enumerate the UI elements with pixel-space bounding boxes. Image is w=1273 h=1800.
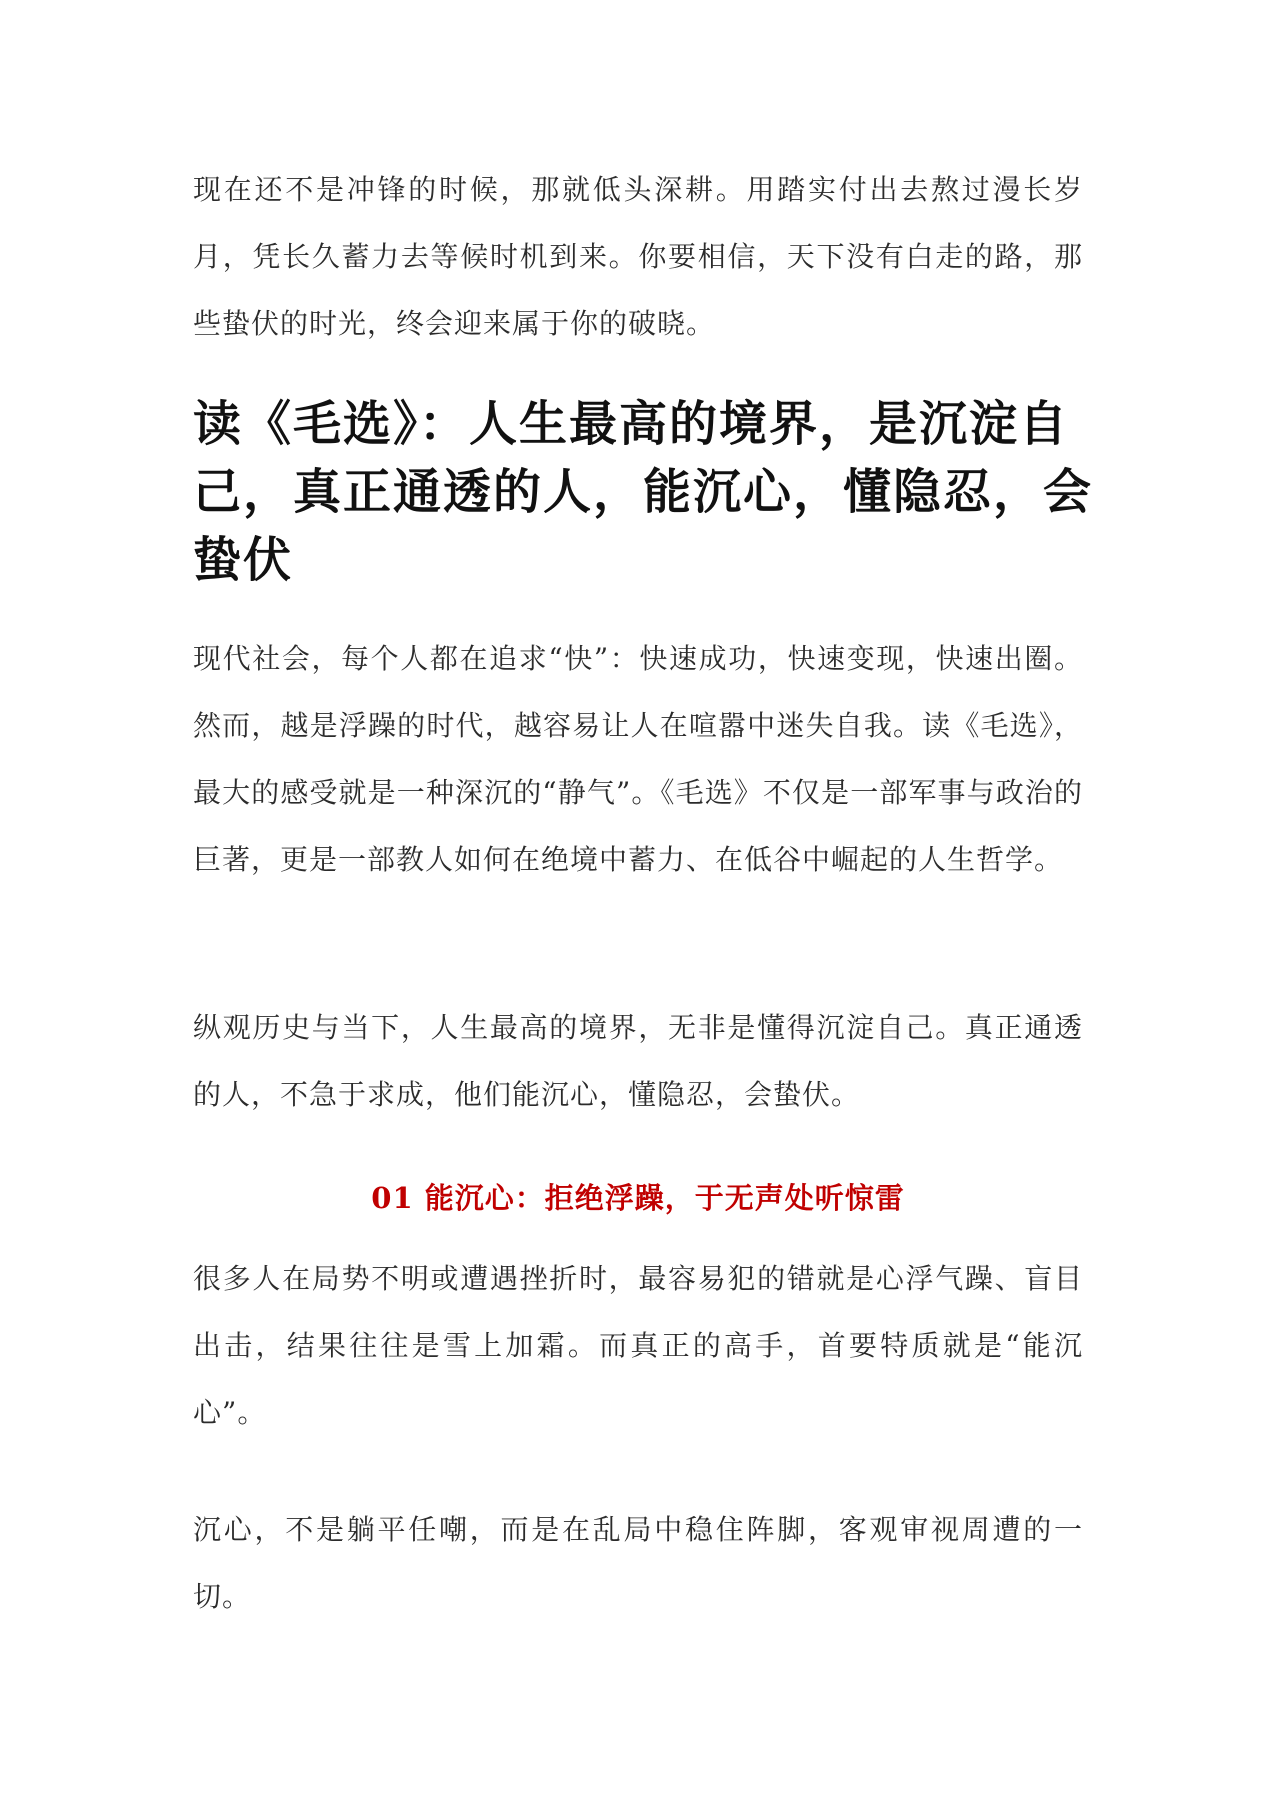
paragraph-calm-mind: 很多人在局势不明或遭遇挫折时，最容易犯的错就是心浮气躁、盲目出击，结果往往是雪上加霜。而真正的高手，首要特质就是“能沉心”。 xyxy=(193,1262,1083,1429)
intro-paragraph: 现在还不是冲锋的时候，那就低头深耕。用踏实付出去熬过漫长岁月，凭长久蓄力去等候时机到来。你要相信，天下没有白走的路，那些蛰伏的时光，终会迎来属于你的破晓。 xyxy=(193,173,1083,340)
paragraph-highest-realm: 纵观历史与当下，人生最高的境界，无非是懂得沉淀自己。真正通透的人，不急于求成，他们能沉心，懂隐忍，会蛰伏。 xyxy=(193,1011,1083,1111)
paragraph-calm-definition: 沉心，不是躺平任嘲，而是在乱局中稳住阵脚，客观审视周遭的一切。 xyxy=(193,1513,1083,1613)
paragraph-fast-society: 现代社会，每个人都在追求“快”：快速成功，快速变现，快速出圈。然而，越是浮躁的时代，越容易让人在喧嚣中迷失自我。读《毛选》，最大的感受就是一种深沉的“静气”。《毛选》不仅是一部军事与政治的巨著，更是一部教人如何在绝境中蓄力、在低谷中崛起的人生哲学。 xyxy=(193,642,1083,876)
main-heading: 读《毛选》：人生最高的境界，是沉淀自己，真正通透的人，能沉心，懂隐忍，会蛰伏 xyxy=(193,396,1094,588)
section-01-heading: 01 能沉心：拒绝浮躁，于无声处听惊雷 xyxy=(371,1181,905,1215)
